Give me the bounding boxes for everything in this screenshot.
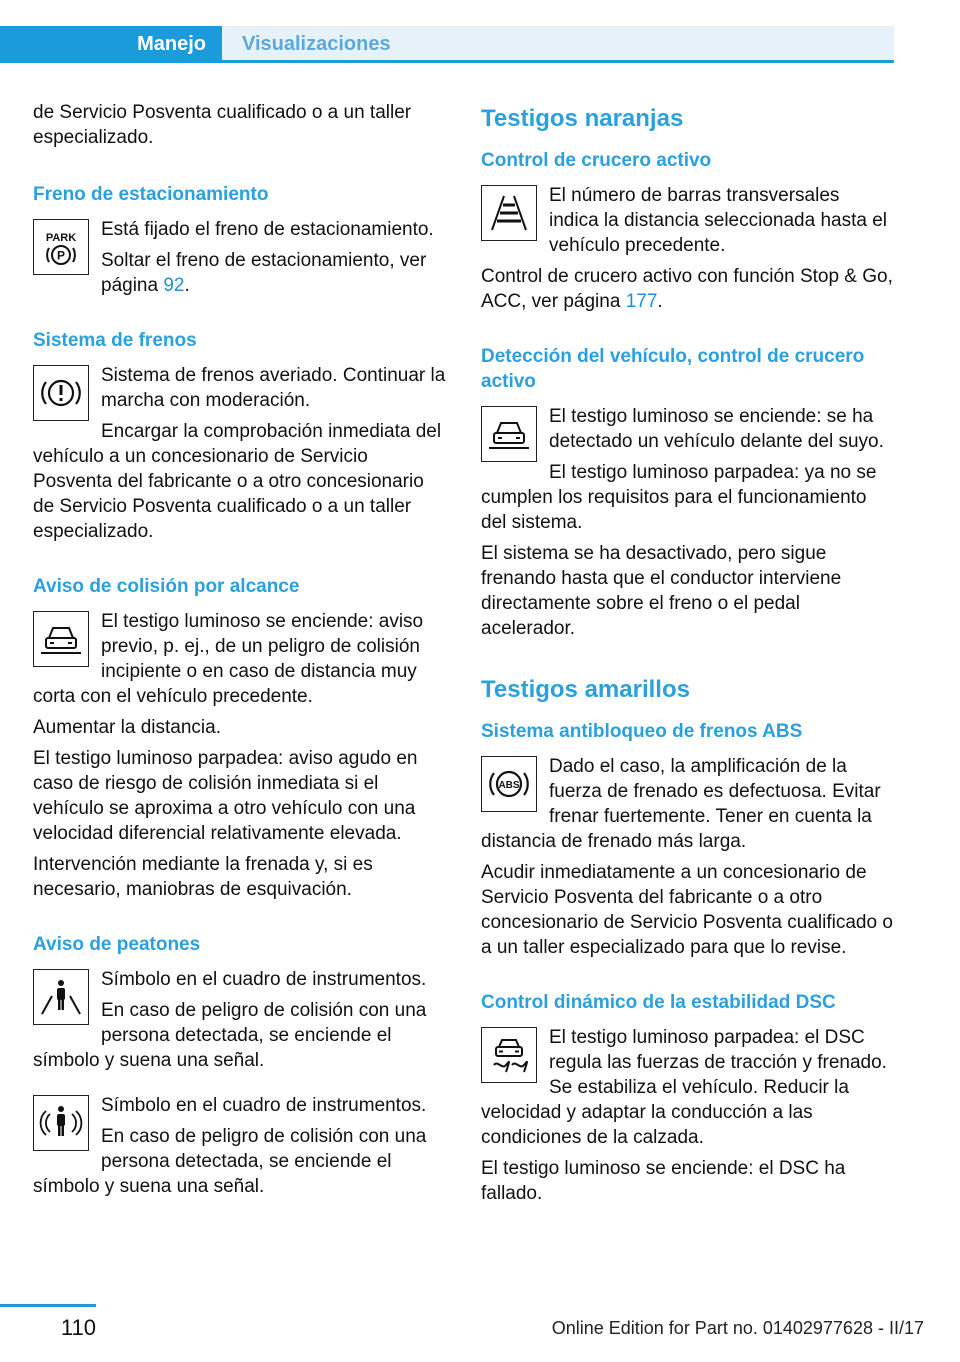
pedestrian-a-text-2: En caso de peligro de colisión con una persona detectada, se enciende el símbolo y suena una señal. (33, 1000, 427, 1071)
brake-warning-icon (33, 365, 89, 421)
abs-heading: Sistema antibloqueo de frenos ABS (481, 721, 803, 742)
orange-indicators-heading: Testigos naranjas (481, 105, 684, 132)
collision-warning-heading: Aviso de colisión por alcance (33, 576, 300, 597)
parking-brake-text-2: Soltar el freno de estacionamiento, ver página 92. (101, 250, 427, 296)
dsc-skid-icon (481, 1027, 537, 1083)
detection-text-2: El testigo luminoso parpadea: ya no se cumplen los requisitos para el funcionamiento del sistema. (481, 462, 877, 533)
left-column (33, 100, 447, 1205)
brake-system-heading: Sistema de frenos (33, 330, 197, 351)
collision-text-1: El testigo luminoso se enciende: aviso previo, p. ej., de un peligro de colisión incipiente o en caso de distancia muy corta con el vehículo precedente. (33, 611, 424, 707)
page-link-92[interactable]: 92 (163, 275, 185, 296)
pedestrian-a-text-1: Símbolo en el cuadro de instrumentos. (101, 969, 427, 990)
park-icon-label: PARK (45, 232, 77, 244)
intro-text: de Servicio Posventa cualificado o a un taller especializado. (33, 102, 412, 148)
collision-text-4: Intervención mediante la frenada y, si es necesario, maniobras de esquivación. (33, 854, 373, 900)
right-column (481, 100, 893, 1212)
parking-brake-text-1: Está fijado el freno de estacionamiento. (101, 219, 434, 240)
parking-brake-item (33, 217, 447, 304)
page-number: 110 (60, 1315, 96, 1340)
parking-brake-heading: Freno de estacionamiento (33, 184, 269, 205)
tab-visualizaciones[interactable]: Visualizaciones (222, 26, 894, 62)
cruise-control-heading: Control de crucero activo (481, 150, 712, 171)
header-divider (0, 60, 894, 63)
page-header (0, 0, 960, 64)
dsc-text-2: El testigo luminoso se enciende: el DSC ha fallado. (481, 1158, 846, 1204)
park-brake-icon (33, 219, 89, 275)
dsc-text-1: El testigo luminoso parpadea: el DSC regula las fuerzas de tracción y frenado. Se estabiliza el vehículo. Reducir la velocidad y adaptar la conducción a las condiciones de la calzada. (481, 1027, 887, 1148)
svg-text:P: P (56, 248, 66, 263)
dsc-heading: Control dinámico de la estabilidad DSC (481, 992, 836, 1013)
pedestrian-signal-icon (33, 1095, 89, 1151)
yellow-indicators-heading: Testigos amarillos (481, 676, 690, 703)
tab-manejo[interactable]: Manejo (0, 26, 222, 62)
pedestrian-warning-heading: Aviso de peatones (33, 934, 201, 955)
detection-text-1: El testigo luminoso se enciende: se ha detectado un vehículo delante del suyo. (549, 406, 884, 452)
abs-text-1: Dado el caso, la amplificación de la fuerza de frenado es defectuosa. Evitar frenar fuertemente. Tener en cuenta la distancia de frenado más larga. (481, 756, 881, 852)
cruise-control-item (481, 183, 893, 314)
brake-system-item (33, 363, 447, 544)
collision-text-3: El testigo luminoso parpadea: aviso agudo en caso de riesgo de colisión inmediata si el vehículo se aproxima a otro vehículo con una velocidad diferencial relativamente elevada. (33, 748, 418, 844)
abs-icon-label: ABS (498, 780, 520, 791)
vehicle-detection-item (481, 404, 893, 641)
brake-system-text-2: Encargar la comprobación inmediata del vehículo a un concesionario de Servicio Posventa del fabricante o a otro concesionario de Servicio Posventa cualificado o a un taller especializado. (33, 421, 442, 542)
cruise-text-2: Control de crucero activo con función Stop & Go, ACC, ver página 177. (481, 266, 893, 312)
pedestrian-item-b (33, 1093, 447, 1199)
collision-text-2: Aumentar la distancia. (33, 717, 221, 738)
detection-text-3: El sistema se ha desactivado, pero sigue frenando hasta que el conductor interviene directamente sobre el freno o el pedal acelerador. (481, 543, 842, 639)
pedestrian-road-icon (33, 969, 89, 1025)
pedestrian-b-text-2: En caso de peligro de colisión con una persona detectada, se enciende el símbolo y suena una señal. (33, 1126, 427, 1197)
car-front-icon (481, 406, 537, 462)
collision-warning-item (33, 609, 447, 902)
footer-divider (0, 1304, 96, 1307)
cruise-text-1: El número de barras transversales indica la distancia seleccionada hasta el vehículo precedente. (549, 185, 887, 256)
car-front-icon (33, 611, 89, 667)
pedestrian-item-a (33, 967, 447, 1073)
page-link-177[interactable]: 177 (625, 291, 658, 312)
abs-icon (481, 756, 537, 812)
pedestrian-b-text-1: Símbolo en el cuadro de instrumentos. (101, 1095, 427, 1116)
brake-system-text-1: Sistema de frenos averiado. Continuar la marcha con moderación. (101, 365, 446, 411)
edition-note: Online Edition for Part no. 01402977628 - II/17 (551, 1318, 924, 1338)
dsc-item (481, 1025, 893, 1206)
vehicle-detection-heading: Detección del vehículo, control de crucero activo (481, 346, 865, 392)
abs-item (481, 754, 893, 960)
abs-text-2: Acudir inmediatamente a un concesionario de Servicio Posventa del fabricante o a otro concesionario de Servicio Posventa cualificado o a un taller especializado para que lo revise. (481, 862, 893, 958)
cruise-distance-icon (481, 185, 537, 241)
